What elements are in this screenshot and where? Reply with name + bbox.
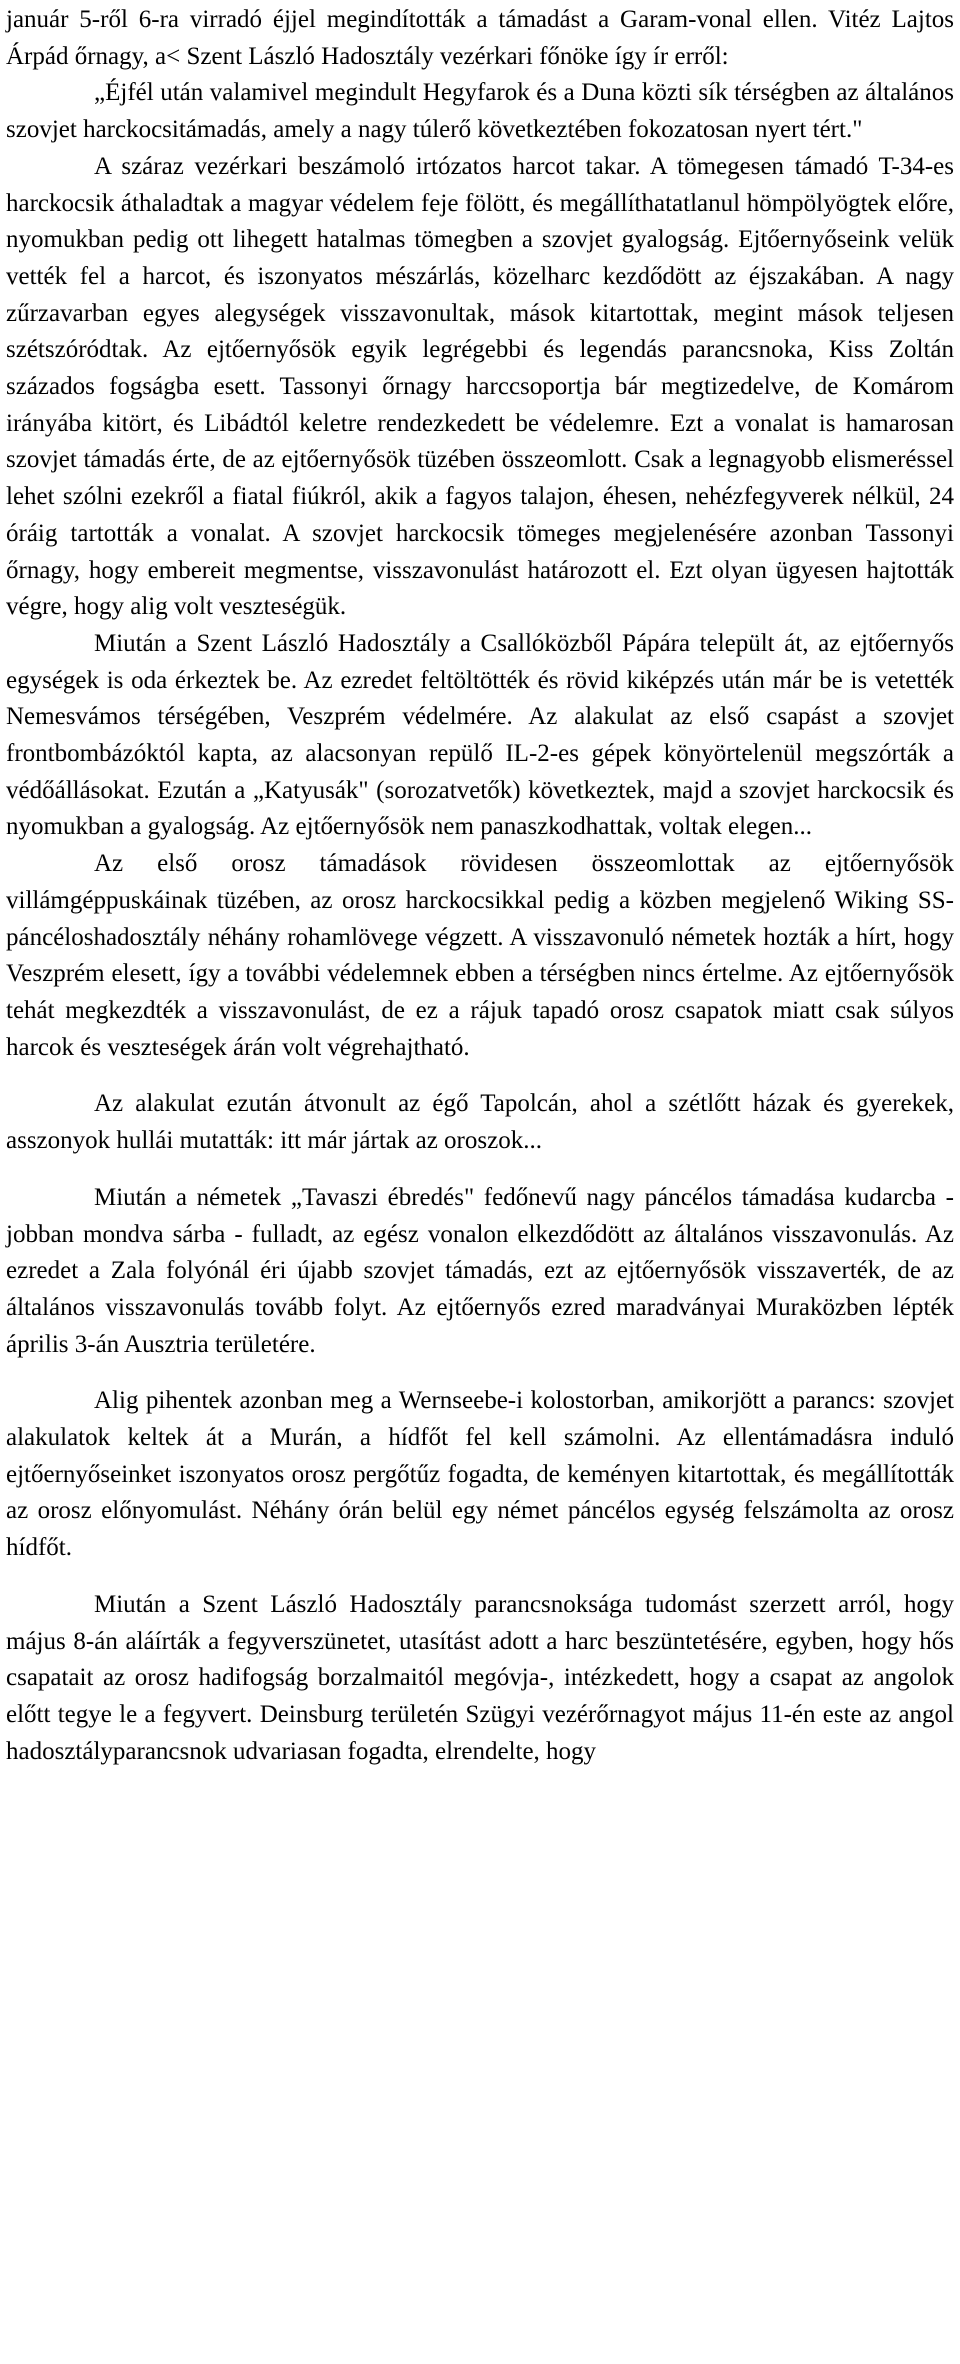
paragraph-tapolca: Az alakulat ezután átvonult az égő Tapolcán, ahol a szétlőtt házak és gyerekek, asszonyok hullái mutatták: itt már jártak az oroszok... — [6, 1090, 954, 1155]
paragraph-mura-bridgehead: Alig pihentek azonban meg a Wernseebe-i kolostorban, amikorjött a parancs: szovjet alakulatok keltek át a Murán, a hídfőt fel kell számolni. Az ellentámadásra induló ejtőernyőseinket iszonyatos orosz pergőtűz fogadta, de keményen kitartottak, és megállították az orosz előnyomulást. Néhány órán belül egy német páncélos egység felszámolta az orosz hídfőt. — [6, 1387, 954, 1562]
paragraph-intro: január 5-ről 6-ra virradó éjjel megindították a támadást a Garam-vonal ellen. Vitéz Lajtos Árpád őrnagy, a< Szent László Hadosztály vezérkari főnöke így ír erről: — [6, 6, 954, 70]
paragraph-wiking-retreat: Az első orosz támadások rövidesen összeomlottak az ejtőernyősök villámgéppuskáinak tüzében, az orosz harckocsikkal pedig a közben megjelenő Wiking SS-páncéloshadosztály néhány rohamlövege végzett. A visszavonuló németek hozták a hírt, hogy Veszprém elesett, így a további védelemnek ebben a térségben nincs értelme. Az ejtőernyősök tehát megkezdték a visszavonulást, de ez a rájuk tapadó orosz csapatok miatt csak súlyos harcok és veszteségek árán volt végrehajtható. — [6, 850, 954, 1061]
paragraph-quote: „Éjfél után valamivel megindult Hegyfarok és a Duna közti sík térségben az általános szovjet harckocsitámadás, amely a nagy túlerő következtében fokozatosan nyert tért." — [6, 79, 954, 144]
paragraph-surrender: Miután a Szent László Hadosztály parancsnoksága tudomást szerzett arról, hogy május 8-án aláírták a fegyverszünetet, utasítást adott a harc beszüntetésére, egyben, hogy hős csapatait az orosz hadifogság borzalmaitól megóvja-, intézkedett, hogy a csapat az angolok előtt tegye le a fegyvert. Deinsburg területén Szügyi vezérőrnagyot május 11-én este az angol hadosztályparancsnok udvariasan fogadta, elrendelte, hogy — [6, 1590, 954, 1765]
paragraph-battle-garam: A száraz vezérkari beszámoló irtózatos harcot takar. A tömegesen támadó T-34-es harckocsik áthaladtak a magyar védelem feje fölött, és megállíthatatlanul hömpölyögtek előre, nyomukban pedig ott lihegett hatalmas tömegben a szovjet gyalogság. Ejtőernyőseink velük vették fel a harcot, és iszonyatos mészárlás, közelharc kezdődött az éjszakában. A nagy zűrzavarban egyes alegységek visszavonultak, mások kitartottak, megint mások teljesen szétszóródtak. Az ejtőernyősök egyik legrégebbi és legendás parancsnoka, Kiss Zoltán százados fogságba esett. Tassonyi őrnagy harccsoportja bár megtizedelve, de Komárom irányába kitört, és Libádtól keletre rendezkedett be védelemre. Ezt a vonalat is hamarosan szovjet támadás érte, de az ejtőernyősök tüzében összeomlott. Csak a legnagyobb elismeréssel lehet szólni ezekről a fiatal fiúkról, akik a fagyos talajon, éhesen, nehézfegyverek nélkül, 24 óráig tartották a vonalat. A szovjet harckocsik tömeges megjelenésére azonban Tassonyi őrnagy, hogy embereit megmentse, visszavonulást határozott el. Ezt olyan ügyesen hajtották végre, hogy alig volt veszteségük. — [6, 152, 954, 621]
paragraph-papa-veszprem: Miután a Szent László Hadosztály a Csallóközből Pápára települt át, az ejtőernyős egységek is oda érkeztek be. Az ezredet feltöltötték és rövid kiképzés után már be is vetették Nemesvámos térségében, Veszprém védelmére. Az alakulat az első csapást a szovjet frontbombázóktól kapta, az alacsonyan repülő IL-2-es gépek könyörtelenül megszórták a védőállásokat. Ezután a „Katyusák" (sorozatvetők) következtek, majd a szovjet harckocsik és nyomukban a gyalogság. Az ejtőernyősök nem panaszkodhattak, voltak elegen... — [6, 629, 954, 841]
paragraph-tavaszi-ebredes: Miután a németek „Tavaszi ébredés" fedőnevű nagy páncélos támadása kudarcba - jobban mondva sárba - fulladt, az egész vonalon elkezdődött az általános visszavonulás. Az ezredet a Zala folyónál éri újabb szovjet támadás, ezt az ejtőernyősök visszaverték, de az általános visszavonulás tovább folyt. Az ejtőernyős ezred maradványai Muraközben lépték április 3-án Ausztria területére. — [6, 1183, 954, 1358]
